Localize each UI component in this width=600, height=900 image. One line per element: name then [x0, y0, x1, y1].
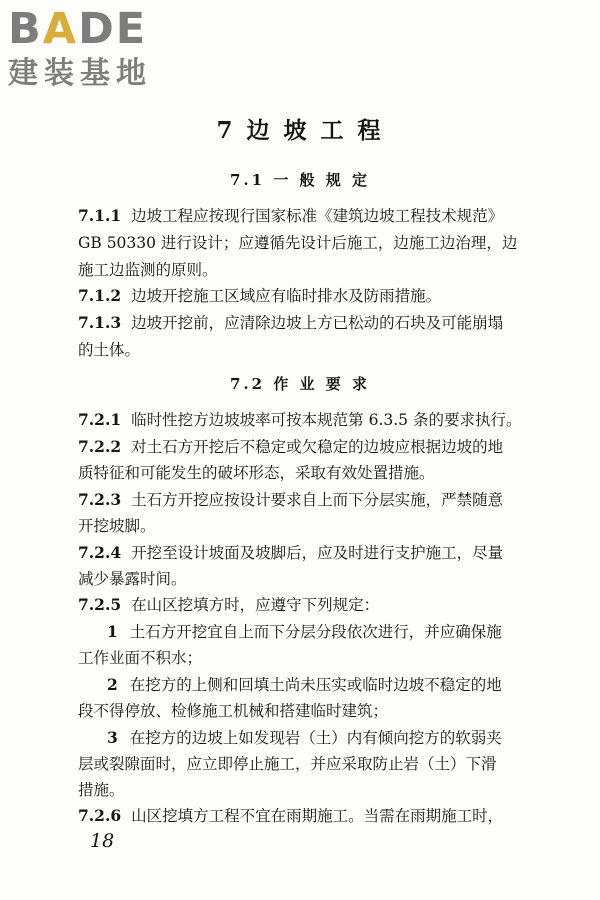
section-title-7-1: 7.1 一 般 规 定 [230, 171, 370, 189]
clause-7-2-1: 7.2.1 临时性挖方边坡坡率可按本规范第 6.3.5 条的要求执行。 [78, 410, 522, 429]
clause-7-2-6: 7.2.6 山区挖填方工程不宜在雨期施工。当需在雨期施工时， [78, 806, 504, 825]
clause-text-line: 质特征和可能发生的破坏形态，采取有效处置措施。 [78, 464, 435, 482]
sub-item-2: 2 在挖方的上侧和回填土尚未压实或临时边坡不稳定的地 [107, 675, 502, 694]
chapter-title: 7 边 坡 工 程 [216, 117, 384, 144]
clause-text-line: 层或裂隙面时，应立即停止施工，并应采取防止岩（土）下滑 [78, 755, 497, 773]
sub-item-1: 1 土石方开挖宜自上而下分层分段依次进行，并应确保施 [107, 622, 502, 641]
sub-item-3: 3 在挖方的边坡上如发现岩（土）内有倾向挖方的软弱夹 [107, 728, 502, 747]
clause-text-line: 工作业面不积水； [78, 649, 203, 667]
clause-text-line: 开挖坡脚。 [78, 517, 156, 535]
clause-7-2-3: 7.2.3 土石方开挖应按设计要求自上而下分层实施，严禁随意 [78, 490, 504, 509]
clause-7-2-4: 7.2.4 开挖至设计坡面及坡脚后，应及时进行支护施工，尽量 [78, 543, 504, 562]
clause-text-line: 的土体。 [78, 341, 141, 359]
clause-7-1-1: 7.1.1 边坡工程应按现行国家标准《建筑边坡工程技术规范》 [78, 206, 504, 225]
clause-7-2-5: 7.2.5 在山区挖填方时，应遵守下列规定： [78, 595, 380, 614]
clause-7-1-2: 7.1.2 边坡开挖施工区域应有临时排水及防雨措施。 [78, 286, 442, 305]
clause-text-line: 减少暴露时间。 [78, 570, 187, 588]
clause-7-2-2: 7.2.2 对土石方开挖后不稳定或欠稳定的边坡应根据边坡的地 [78, 437, 504, 456]
clause-text-line: GB 50330 进行设计；应遵循先设计后施工，边施工边治理，边 [78, 234, 518, 252]
clause-text-line: 段不得停放、检修施工机械和搭建临时建筑； [78, 702, 389, 720]
clause-7-1-3: 7.1.3 边坡开挖前，应清除边坡上方已松动的石块及可能崩塌 [78, 313, 504, 332]
bade-logo [8, 5, 178, 91]
page-number: 18 [90, 830, 115, 852]
clause-text-line: 施工边监测的原则。 [78, 261, 218, 279]
logo-wordmark: BADE [8, 4, 148, 54]
clause-text-line: 措施。 [78, 781, 125, 799]
section-title-7-2: 7.2 作 业 要 求 [230, 375, 370, 393]
logo-subtitle: 建装基地 [8, 56, 152, 91]
